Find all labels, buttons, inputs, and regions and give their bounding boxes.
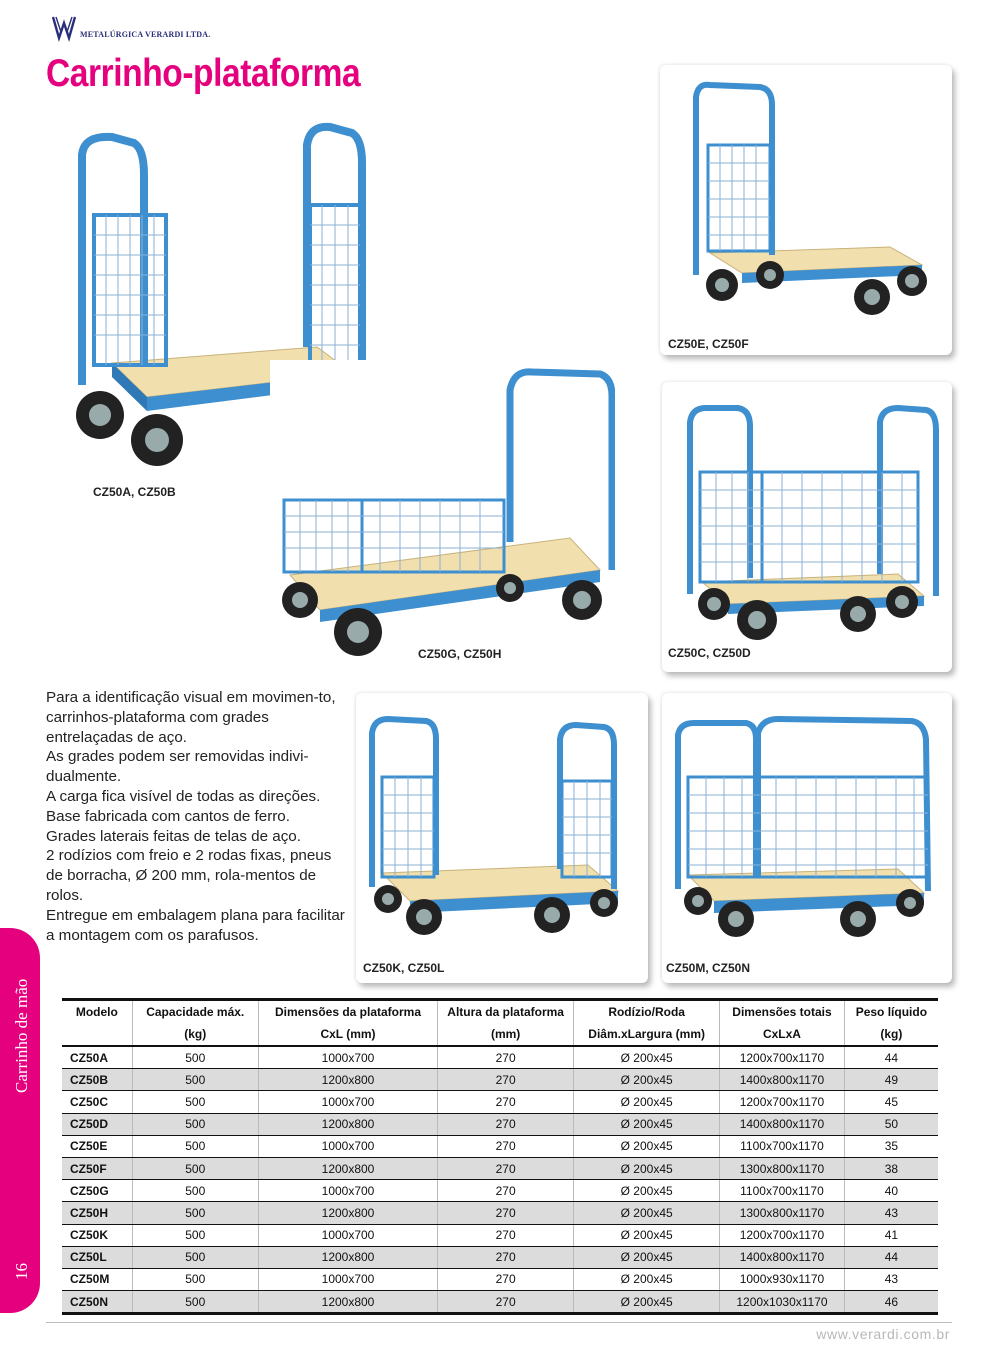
table-cell: 41: [844, 1224, 938, 1246]
column-header: Dimensões totais: [720, 1000, 845, 1024]
table-cell: Ø 200x45: [574, 1046, 720, 1069]
table-cell: Ø 200x45: [574, 1291, 720, 1314]
column-subheader: Diâm.xLargura (mm): [574, 1023, 720, 1046]
table-cell: 1000x700: [258, 1135, 437, 1157]
table-cell: Ø 200x45: [574, 1157, 720, 1179]
description-paragraph: Para a identificação visual em movimen-to, carrinhos-plataforma com grades entrelaçadas de aço.: [46, 689, 336, 746]
table-cell: 1000x700: [258, 1180, 437, 1202]
table-row: [62, 1202, 938, 1224]
table-cell: 500: [132, 1091, 258, 1113]
table-cell: 1200x700x1170: [720, 1224, 845, 1246]
table-cell: 1300x800x1170: [720, 1157, 845, 1179]
table-cell: 43: [844, 1268, 938, 1290]
table-cell: 40: [844, 1180, 938, 1202]
column-subheader: (mm): [438, 1023, 574, 1046]
table-cell: Ø 200x45: [574, 1180, 720, 1202]
table-cell: Ø 200x45: [574, 1091, 720, 1113]
table-row: [62, 1157, 938, 1179]
section-side-tab: [0, 928, 40, 1313]
table-cell: 270: [438, 1224, 574, 1246]
product-photo-cz50k-l: [356, 693, 648, 983]
website-url: www.verardi.com.br: [816, 1326, 950, 1342]
table-row: [62, 1113, 938, 1135]
table-cell: 270: [438, 1291, 574, 1314]
model-cell: CZ50F: [62, 1157, 132, 1179]
table-cell: 270: [438, 1246, 574, 1268]
table-body: [62, 1046, 938, 1314]
table-cell: 270: [438, 1135, 574, 1157]
table-cell: 270: [438, 1046, 574, 1069]
description-paragraph: 2 rodízios com freio e 2 rodas fixas, pneus de borracha, Ø 200 mm, rola-mentos de rolos.: [46, 847, 332, 904]
photo-caption: CZ50M, CZ50N: [666, 961, 751, 975]
table-cell: 1200x800: [258, 1069, 437, 1091]
table-cell: 38: [844, 1157, 938, 1179]
table-cell: 1000x700: [258, 1091, 437, 1113]
table-cell: 1000x700: [258, 1224, 437, 1246]
model-cell: CZ50M: [62, 1268, 132, 1290]
description-paragraph: Grades laterais feitas de telas de aço.: [46, 827, 301, 845]
model-cell: CZ50K: [62, 1224, 132, 1246]
table-row: [62, 1246, 938, 1268]
table-row: [62, 1046, 938, 1069]
verardi-logo-icon: [52, 14, 76, 42]
table-cell: 1200x800: [258, 1202, 437, 1224]
product-photo-cz50c-d: [662, 382, 952, 672]
table-cell: 1200x1030x1170: [720, 1291, 845, 1314]
table-cell: 1200x800: [258, 1291, 437, 1314]
table-cell: 1000x930x1170: [720, 1268, 845, 1290]
table-cell: 1000x700: [258, 1046, 437, 1069]
table-cell: Ø 200x45: [574, 1135, 720, 1157]
table-cell: 270: [438, 1113, 574, 1135]
product-photo-cz50e-f: [660, 65, 952, 355]
table-cell: 1200x800: [258, 1246, 437, 1268]
table-row: [62, 1180, 938, 1202]
description-paragraph: As grades podem ser removidas indivi-dualmente.: [46, 748, 309, 786]
column-header: Modelo: [62, 1000, 132, 1024]
table-row: [62, 1224, 938, 1246]
table-cell: 500: [132, 1180, 258, 1202]
table-row: [62, 1069, 938, 1091]
model-cell: CZ50L: [62, 1246, 132, 1268]
section-label: Carrinho de mão: [12, 978, 31, 1093]
table-cell: 44: [844, 1246, 938, 1268]
model-cell: CZ50C: [62, 1091, 132, 1113]
company-logo: [52, 14, 210, 42]
model-cell: CZ50G: [62, 1180, 132, 1202]
table-cell: 1200x700x1170: [720, 1091, 845, 1113]
table-cell: Ø 200x45: [574, 1224, 720, 1246]
column-subheader: (kg): [844, 1023, 938, 1046]
column-header: Rodízio/Roda: [574, 1000, 720, 1024]
column-header: Dimensões da plataforma: [258, 1000, 437, 1024]
table-cell: 270: [438, 1069, 574, 1091]
description-paragraph: A carga fica visível de todas as direções.: [46, 787, 321, 805]
table-cell: 270: [438, 1157, 574, 1179]
table-cell: 500: [132, 1046, 258, 1069]
table-cell: 270: [438, 1202, 574, 1224]
column-subheader: (kg): [132, 1023, 258, 1046]
photo-caption: CZ50G, CZ50H: [418, 647, 502, 661]
model-cell: CZ50A: [62, 1046, 132, 1069]
table-cell: 500: [132, 1224, 258, 1246]
table-cell: 1400x800x1170: [720, 1113, 845, 1135]
description-paragraph: Entregue em embalagem plana para facilitar a montagem com os parafusos.: [46, 906, 345, 944]
column-header: Altura da plataforma: [438, 1000, 574, 1024]
table-header-row: [62, 1023, 938, 1046]
table-cell: 500: [132, 1268, 258, 1290]
table-cell: 270: [438, 1180, 574, 1202]
table-cell: 1200x700x1170: [720, 1046, 845, 1069]
table-cell: 1300x800x1170: [720, 1202, 845, 1224]
table-cell: 500: [132, 1157, 258, 1179]
table-cell: 500: [132, 1113, 258, 1135]
column-subheader: [62, 1023, 132, 1046]
table-cell: 500: [132, 1202, 258, 1224]
photo-caption: CZ50A, CZ50B: [93, 485, 176, 499]
table-cell: 1000x700: [258, 1268, 437, 1290]
column-subheader: CxL (mm): [258, 1023, 437, 1046]
table-cell: 1400x800x1170: [720, 1246, 845, 1268]
table-cell: 1100x700x1170: [720, 1180, 845, 1202]
table-cell: 43: [844, 1202, 938, 1224]
table-cell: 1200x800: [258, 1113, 437, 1135]
table-cell: 1100x700x1170: [720, 1135, 845, 1157]
table-cell: 500: [132, 1135, 258, 1157]
column-subheader: CxLxA: [720, 1023, 845, 1046]
table-cell: Ø 200x45: [574, 1268, 720, 1290]
description-paragraph: Base fabricada com cantos de ferro.: [46, 807, 290, 825]
table-cell: 50: [844, 1113, 938, 1135]
table-cell: 270: [438, 1268, 574, 1290]
photo-caption: CZ50E, CZ50F: [668, 337, 749, 351]
table-row: [62, 1268, 938, 1290]
column-header: Peso líquido: [844, 1000, 938, 1024]
table-cell: Ø 200x45: [574, 1246, 720, 1268]
page-title: Carrinho-plataforma: [46, 52, 361, 95]
table-cell: 44: [844, 1046, 938, 1069]
table-cell: 35: [844, 1135, 938, 1157]
table-cell: 500: [132, 1291, 258, 1314]
table-cell: 49: [844, 1069, 938, 1091]
photo-caption: CZ50K, CZ50L: [363, 961, 445, 975]
model-cell: CZ50D: [62, 1113, 132, 1135]
table-cell: 1400x800x1170: [720, 1069, 845, 1091]
column-header: Capacidade máx.: [132, 1000, 258, 1024]
model-cell: CZ50H: [62, 1202, 132, 1224]
table-cell: Ø 200x45: [574, 1113, 720, 1135]
specifications-table: [62, 998, 938, 1315]
table-cell: 1200x800: [258, 1157, 437, 1179]
table-cell: 500: [132, 1069, 258, 1091]
footer-divider: [46, 1322, 952, 1323]
company-name: METALÚRGICA VERARDI LTDA.: [80, 29, 211, 39]
product-description: [46, 688, 346, 945]
model-cell: CZ50B: [62, 1069, 132, 1091]
table-cell: 500: [132, 1246, 258, 1268]
page-number: 16: [12, 1263, 31, 1280]
table-row: [62, 1135, 938, 1157]
model-cell: CZ50N: [62, 1291, 132, 1314]
table-cell: 270: [438, 1091, 574, 1113]
photo-caption: CZ50C, CZ50D: [668, 646, 751, 660]
table-cell: 45: [844, 1091, 938, 1113]
table-cell: 46: [844, 1291, 938, 1314]
table-row: [62, 1091, 938, 1113]
product-photo-cz50g-h: [270, 360, 615, 660]
model-cell: CZ50E: [62, 1135, 132, 1157]
product-photo-cz50m-n: [662, 693, 952, 983]
table-cell: Ø 200x45: [574, 1069, 720, 1091]
table-header-row: [62, 1000, 938, 1024]
table-cell: Ø 200x45: [574, 1202, 720, 1224]
table-row: [62, 1291, 938, 1314]
